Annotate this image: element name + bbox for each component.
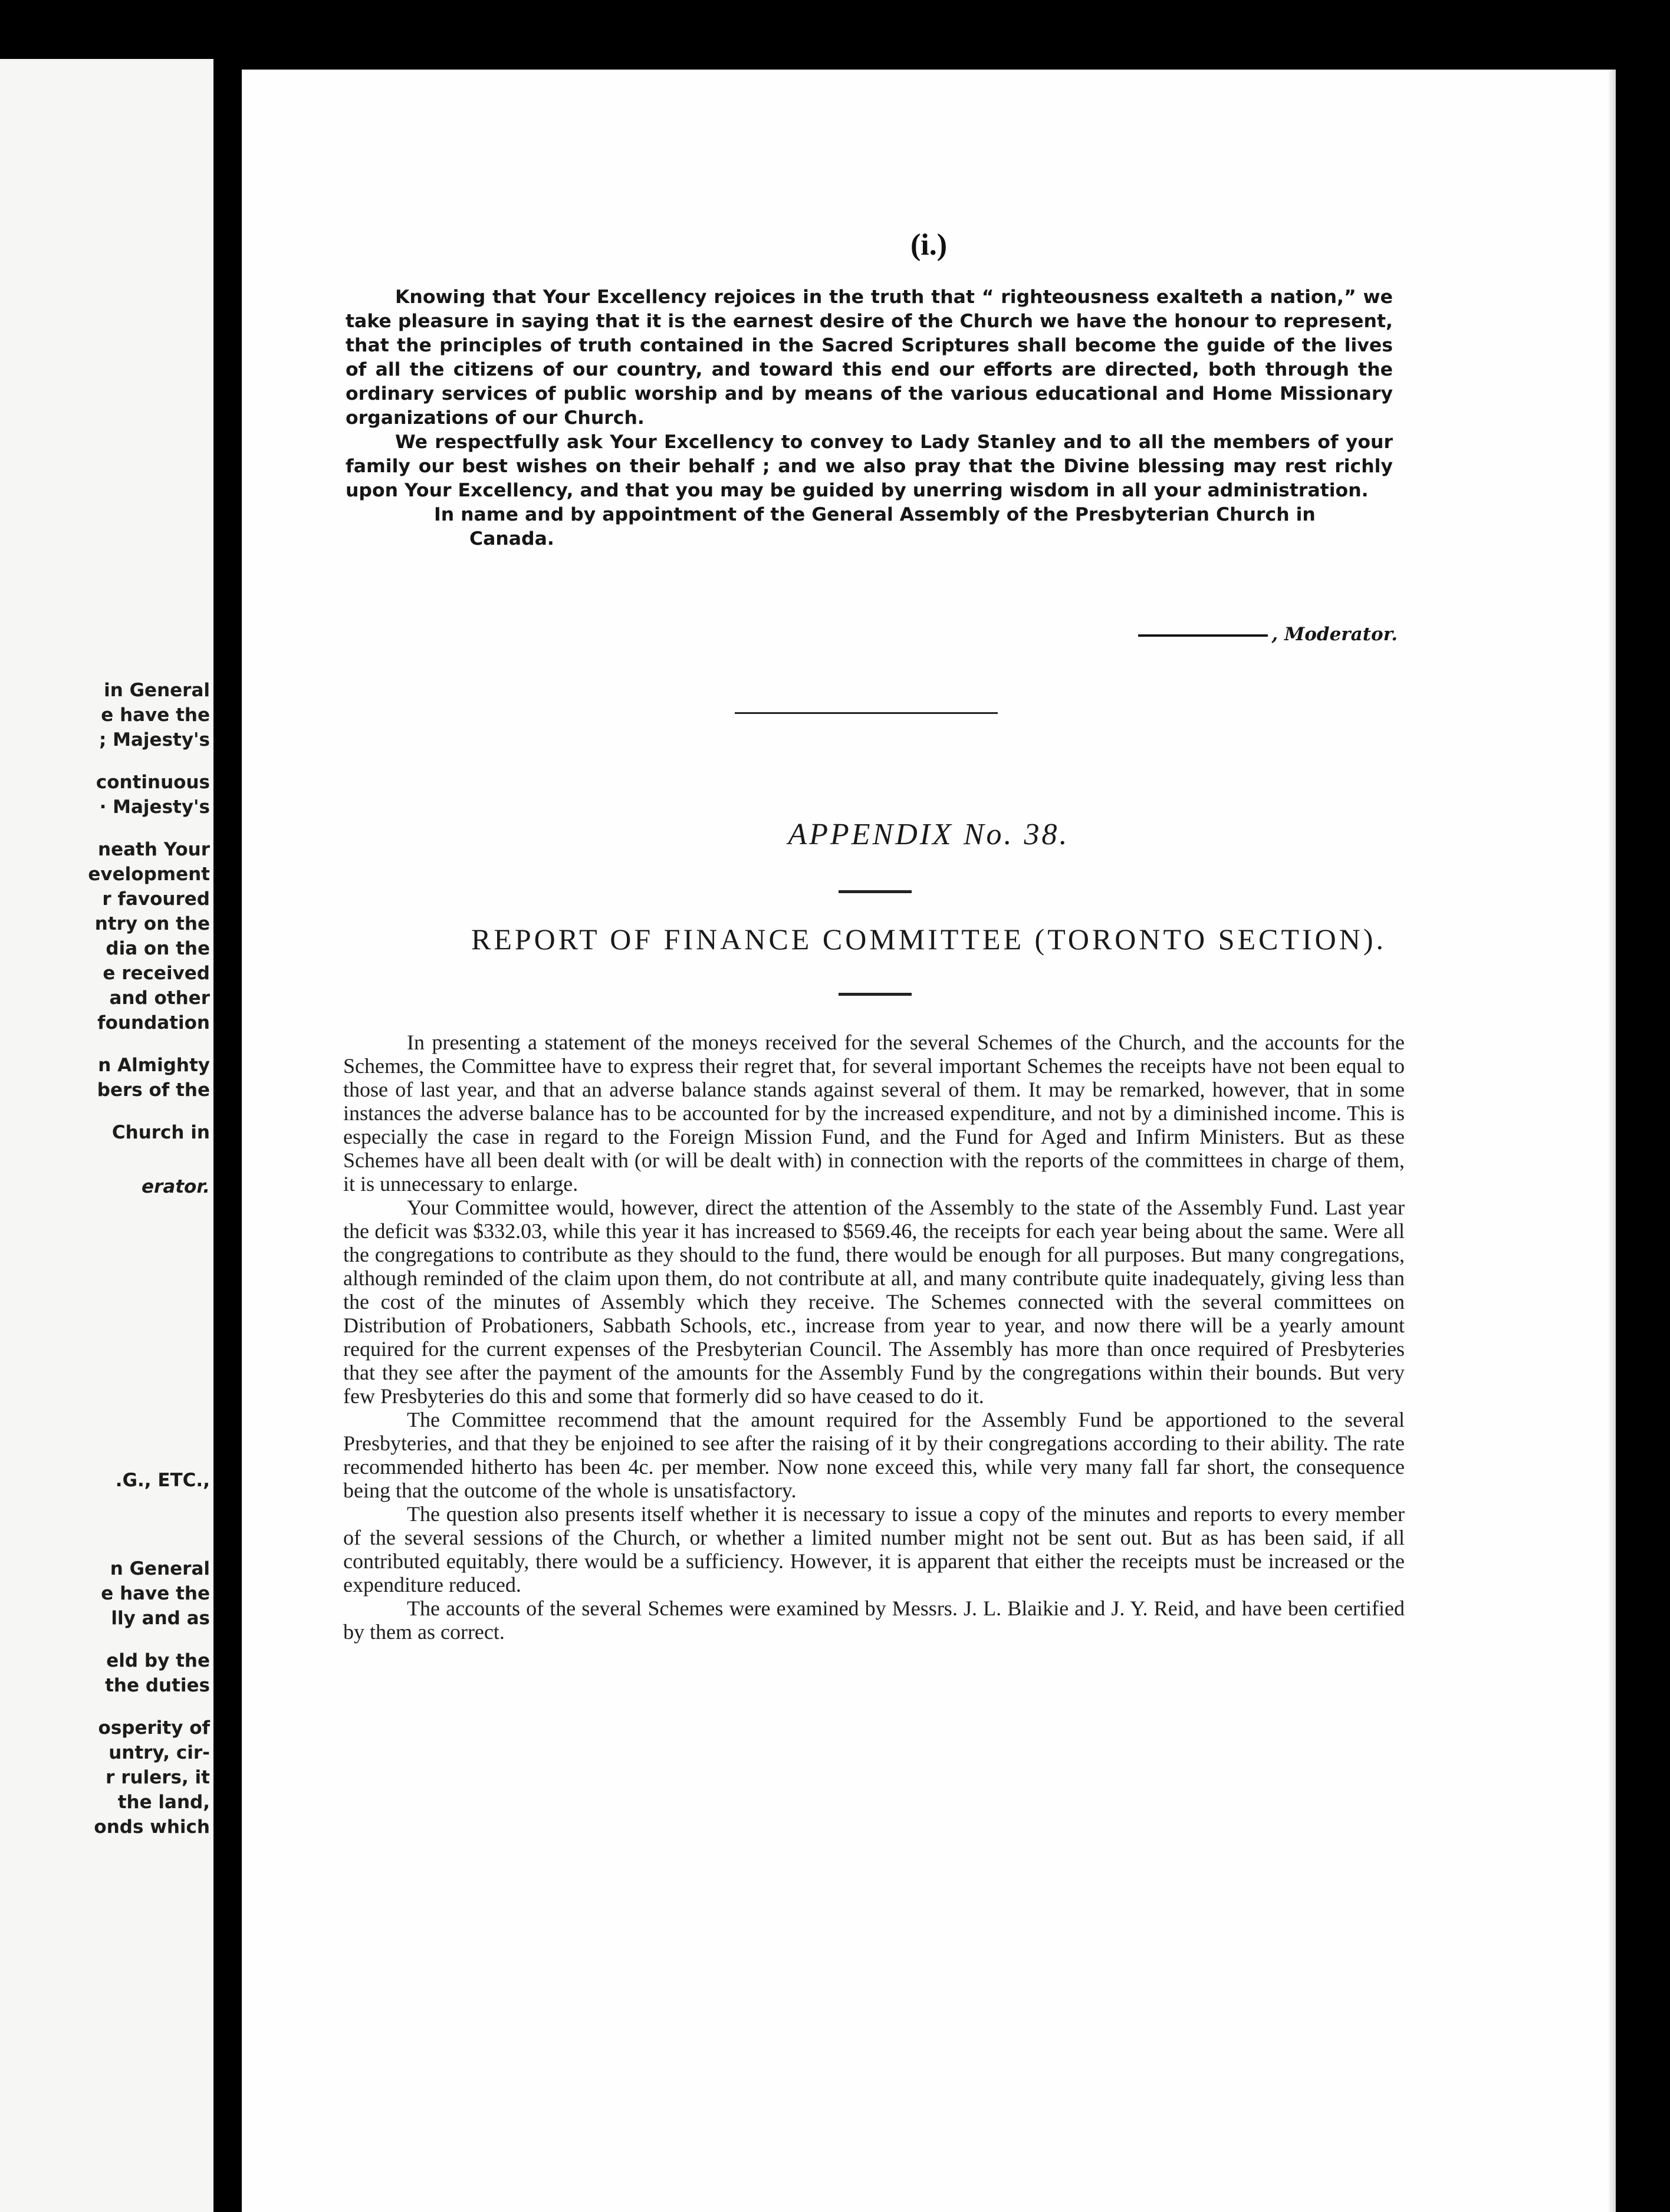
left-page-fragment: n Almighty (98, 1055, 210, 1076)
left-page-fragment: e have the (101, 705, 210, 726)
left-page-fragment: r rulers, it (106, 1767, 210, 1788)
left-page-fragment: neath Your (98, 839, 210, 860)
address-paragraph: We respectfully ask Your Excellency to convey to Lady Stanley and to all the members of your family our best wishes on their behalf ; and we also pray that the Divine blessing may rest richly upon Your Excellency, and that you may be guided by unerring wisdom in all your administration. (346, 432, 1393, 501)
left-page-fragment: osperity of (98, 1717, 210, 1739)
title-rule-top (839, 890, 912, 893)
title-rule-bottom (839, 993, 912, 996)
left-page-fragment: lly and as (111, 1608, 210, 1629)
report-body (343, 1031, 1405, 1644)
left-page-fragment: bers of the (97, 1079, 210, 1101)
report-paragraph: In presenting a statement of the moneys received for the several Schemes of the Church, and the accounts for the Schemes, the Committee have to express their regret that, for several important Schemes the receipts have not been equal to those of last year, and that an adverse balance stands against several of them. It may be remarked, however, that in some instances the adverse balance has to be accounted for by the increased expenditure, and not by a diminished income. This is especially the case in regard to the Foreign Mission Fund, and the Fund for Aged and Infirm Ministers. But as these Schemes have all been dealt with (or will be dealt with) in connection with the reports of the committees in charge of them, it is unnecessary to enlarge. (343, 1031, 1405, 1196)
left-page-fragment: e have the (101, 1583, 210, 1604)
moderator-signature (1067, 624, 1398, 645)
left-page-fragment: continuous (96, 772, 210, 793)
page-gutter (213, 59, 242, 2212)
report-paragraph: Your Committee would, however, direct the attention of the Assembly to the state of the Assembly Fund. Last year the deficit was $332.03, while this year it has increased to $569.46, the receipts for each year being about the same. Were all the congregations to contribute as they should to the fund, there would be enough for all purposes. But many congregations, although reminded of the claim upon them, do not contribute at all, and many contribute quite inadequately, giving less than the cost of the minutes of Assembly which they receive. The Schemes connected with the several committees on Distribution of Probationers, Sabbath Schools, etc., increase from year to year, and now there will be a yearly amount required for the current expenses of the Presbyterian Council. The Assembly has more than once required of Presbyteries that they see after the payment of the amounts for the Assembly Fund by the congregations within their bounds. But very few Presbyteries do this and some that formerly did so have ceased to do it. (343, 1196, 1405, 1408)
left-page-fragment: evelopment (88, 864, 210, 885)
signature-blank-line (1138, 634, 1268, 637)
left-page-fragment: · Majesty's (99, 796, 210, 818)
left-page-fragment: the land, (117, 1792, 210, 1813)
left-page-fragment: dia on the (106, 938, 210, 959)
left-page-fragment: n General (110, 1558, 210, 1579)
report-paragraph: The question also presents itself whether it is necessary to issue a copy of the minutes and reports to every member of the several sessions of the Church, or whether a limited number might not be sent out. But as has been said, if all contributed equitably, there would be a sufficiency. However, it is apparent that either the receipts must be increased or the expenditure reduced. (343, 1502, 1405, 1597)
address-paragraph: Knowing that Your Excellency rejoices in the truth that “ righteousness exalteth a nation,” we take pleasure in saying that it is the earnest desire of the Church we have the honour to represent, that the principles of truth contained in the Sacred Scriptures shall become the guide of the lives of all the citizens of our country, and toward this end our efforts are directed, both through the ordinary services of public worship and by means of the various educational and Home Missionary organizations of our Church. (346, 287, 1393, 429)
section-divider (735, 712, 998, 714)
report-paragraph: The Committee recommend that the amount required for the Assembly Fund be apportioned to the several Presbyteries, and that they be enjoined to see after the raising of it by their congregations according to their ability. The rate recommended hitherto has been 4c. per member. Now none exceed this, while very many fall far short, the consequence being that the outcome of the whole is unsatisfactory. (343, 1408, 1405, 1502)
left-page-fragment: erator. (142, 1176, 210, 1197)
left-page-fragment: .G., ETC., (115, 1470, 210, 1491)
left-page-fragment: ; Majesty's (98, 729, 210, 750)
address-closing (346, 503, 1393, 551)
left-page-fragment: untry, cir- (109, 1742, 210, 1763)
left-page-fragment: in General (104, 680, 210, 701)
left-page-fragment: foundation (97, 1012, 210, 1033)
left-page-fragment: Church in (111, 1122, 210, 1143)
appendix-heading: APPENDIX No. 38. (788, 818, 1070, 851)
address-closing-line: In name and by appointment of the General Assembly of the Presbyterian Church in (434, 504, 1316, 525)
left-page-fragment: onds which (94, 1816, 210, 1838)
report-title: REPORT OF FINANCE COMMITTEE (TORONTO SECTION). (471, 923, 1387, 956)
main-page (242, 70, 1616, 2212)
page-number: (i.) (910, 228, 948, 262)
address-closing-line: Canada. (469, 528, 554, 549)
left-page-fragment: and other (109, 988, 210, 1009)
moderator-label: , Moderator. (1271, 624, 1398, 645)
left-page-fragment: the duties (105, 1675, 210, 1696)
left-page-fragment: eld by the (106, 1650, 210, 1671)
report-paragraph: The accounts of the several Schemes were examined by Messrs. J. L. Blaikie and J. Y. Reid, and have been certified by them as correct. (343, 1597, 1405, 1644)
address-block (346, 285, 1393, 551)
left-facing-page (0, 59, 213, 2212)
left-page-fragment: ntry on the (94, 913, 210, 934)
left-page-fragment: r favoured (102, 888, 210, 910)
left-page-fragment: e received (103, 963, 210, 984)
